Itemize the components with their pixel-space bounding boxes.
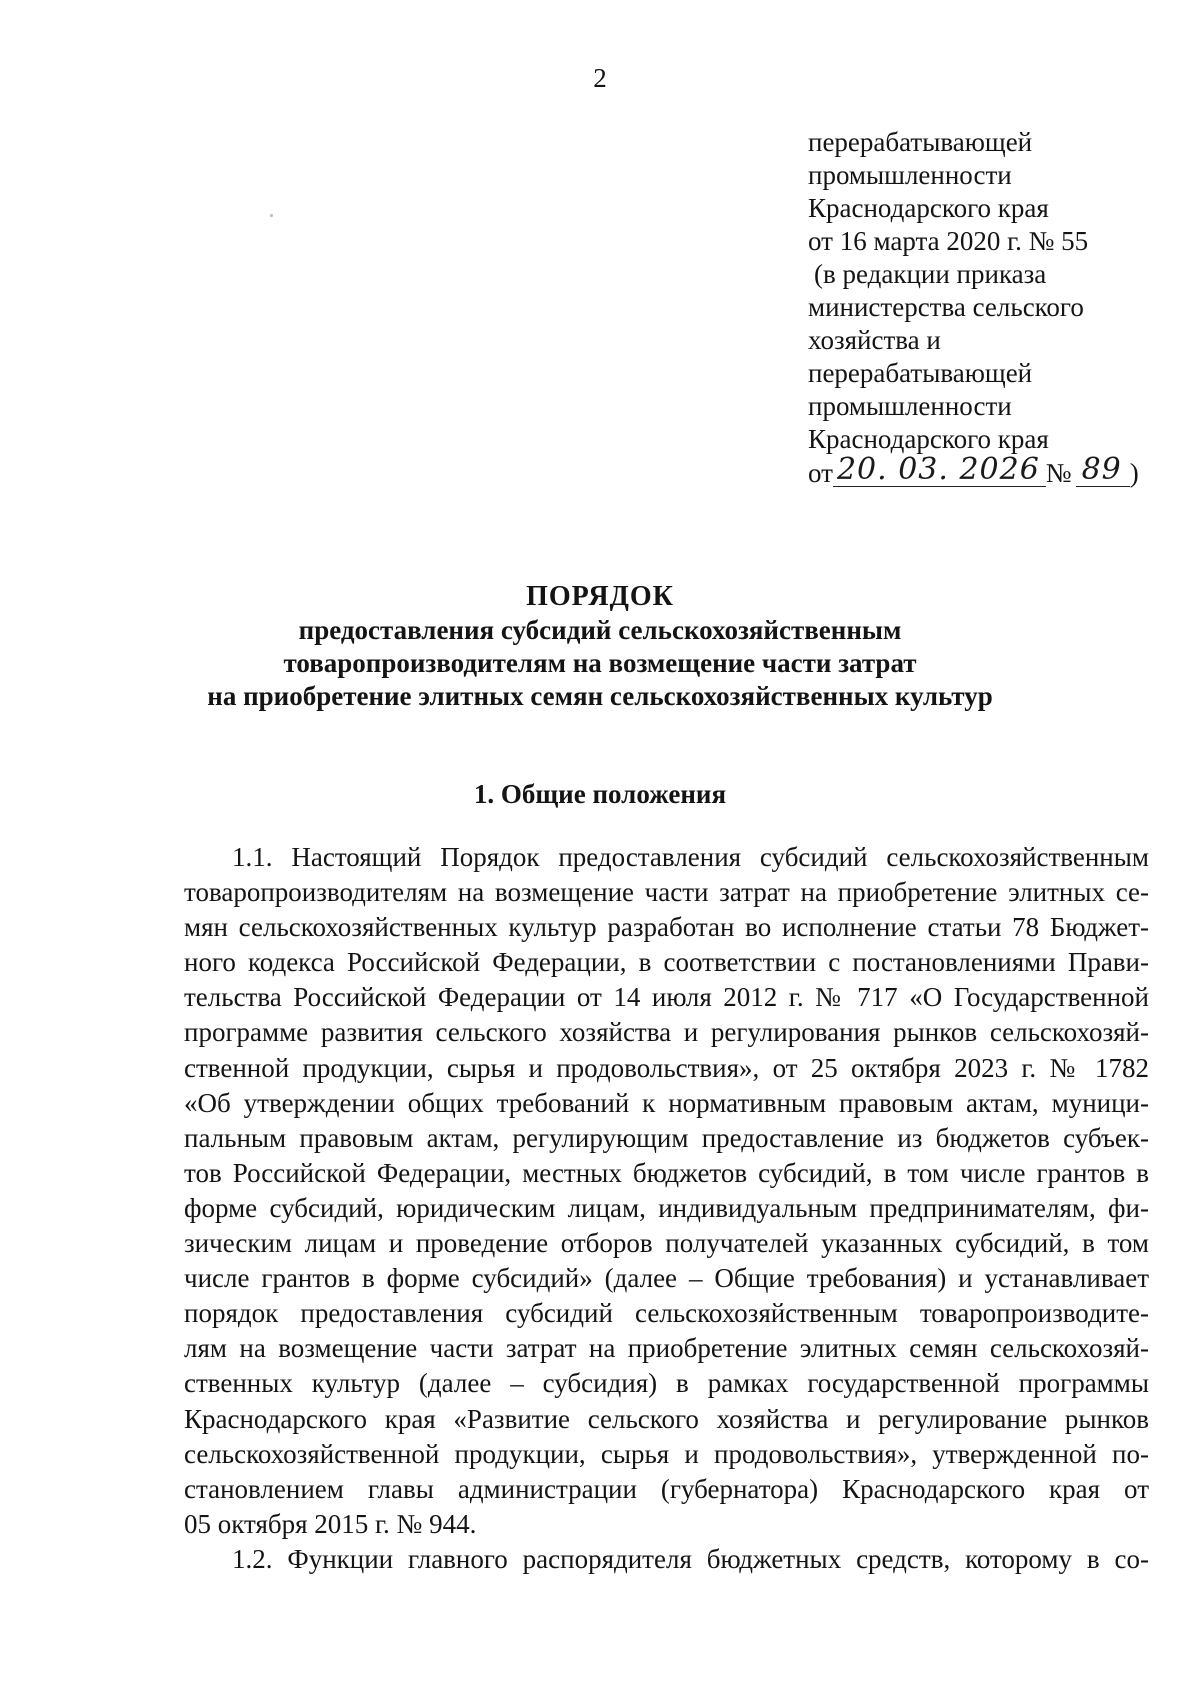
paragraph-line: сельскохозяйственной продукции, сырья и продовольствия», утвержденной по- <box>184 1438 1149 1469</box>
body-text <box>184 840 1149 1577</box>
paragraph-line: 1.1. Настоящий Порядок предоставления субсидий сельскохозяйственным <box>232 842 1149 872</box>
section-heading: 1. Общие положения <box>473 779 727 809</box>
paragraph-line: зическим лицам и проведение отборов получателей указанных субсидий, в том <box>184 1228 1149 1259</box>
paragraph-line: становлением главы администрации (губернатора) Краснодарского края от <box>184 1473 1149 1504</box>
header-line: перерабатывающей <box>808 127 1033 157</box>
header-line: Краснодарского края <box>808 193 1049 223</box>
header-line: министерства сельского <box>808 292 1084 322</box>
title-main: ПОРЯДОК <box>526 581 674 612</box>
paragraph-line: порядок предоставления субсидий сельскохозяйственным товаропроизводите- <box>184 1298 1149 1329</box>
page-number: 2 <box>593 63 607 93</box>
paragraph-line: числе грантов в форме субсидий» (далее – Общие требования) и устанавливает <box>184 1263 1149 1294</box>
header-line: перерабатывающей <box>808 358 1033 388</box>
paragraph-line: мян сельскохозяйственных культур разработан во исполнение статьи 78 Бюджет- <box>184 912 1149 943</box>
paragraph-line: ственных культур (далее – субсидия) в рамках государственной программы <box>184 1368 1149 1399</box>
scan-speck <box>270 214 273 217</box>
approval-header <box>808 126 1188 489</box>
title-subtitle-line: товаропроизводителям на возмещение части затрат <box>283 648 917 678</box>
signature-line <box>808 452 1188 489</box>
header-line: промышленности <box>808 391 1012 421</box>
signature-prefix: от <box>808 458 833 488</box>
document-title <box>0 580 1200 713</box>
paragraph-line: тельства Российской Федерации от 14 июля 2012 г. № 717 «О Государственной <box>184 982 1149 1013</box>
title-subtitle-line: на приобретение элитных семян сельскохозяйственных культур <box>207 681 993 711</box>
paragraph-line: программе развития сельского хозяйства и регулирования рынков сельскохозяй- <box>184 1017 1149 1048</box>
handwritten-date: 20. 03. 2026 <box>833 453 1046 487</box>
paragraph-line: форме субсидий, юридическим лицам, индивидуальным предпринимателям, фи- <box>184 1192 1149 1223</box>
paragraph-line: Краснодарского края «Развитие сельского хозяйства и регулирование рынков <box>184 1403 1149 1434</box>
header-line: промышленности <box>808 160 1012 190</box>
header-line: от 16 марта 2020 г. № 55 <box>808 226 1089 256</box>
closing-paren: ) <box>1129 458 1139 488</box>
paragraph-line: лям на возмещение части затрат на приобретение элитных семян сельскохозяй- <box>184 1333 1149 1364</box>
paragraph-line: тов Российской Федерации, местных бюджетов субсидий, в том числе грантов в <box>184 1157 1149 1188</box>
paragraph-line: товаропроизводителям на возмещение части затрат на приобретение элитных се- <box>184 877 1149 908</box>
number-sign: № <box>1045 458 1072 488</box>
paragraph-line: «Об утверждении общих требований к нормативным правовым актам, муници- <box>184 1087 1149 1118</box>
paragraph-line: 1.2. Функции главного распорядителя бюджетных средств, которому в со- <box>232 1543 1149 1574</box>
paragraph-line: пальным правовым актам, регулирующим предоставление из бюджетов субъек- <box>184 1122 1149 1153</box>
paragraph-line: ственной продукции, сырья и продовольствия», от 25 октября 2023 г. № 1782 <box>184 1052 1149 1083</box>
paragraph-line: ного кодекса Российской Федерации, в соответствии с постановлениями Прави- <box>184 947 1149 978</box>
handwritten-number: 89 <box>1076 453 1130 487</box>
header-line: Краснодарского края <box>808 424 1049 454</box>
paragraph-line: 05 октября 2015 г. № 944. <box>184 1508 477 1539</box>
title-subtitle-line: предоставления субсидий сельскохозяйственным <box>298 615 902 645</box>
header-line: хозяйства и <box>808 325 941 355</box>
header-line: (в редакции приказа <box>814 259 1047 289</box>
